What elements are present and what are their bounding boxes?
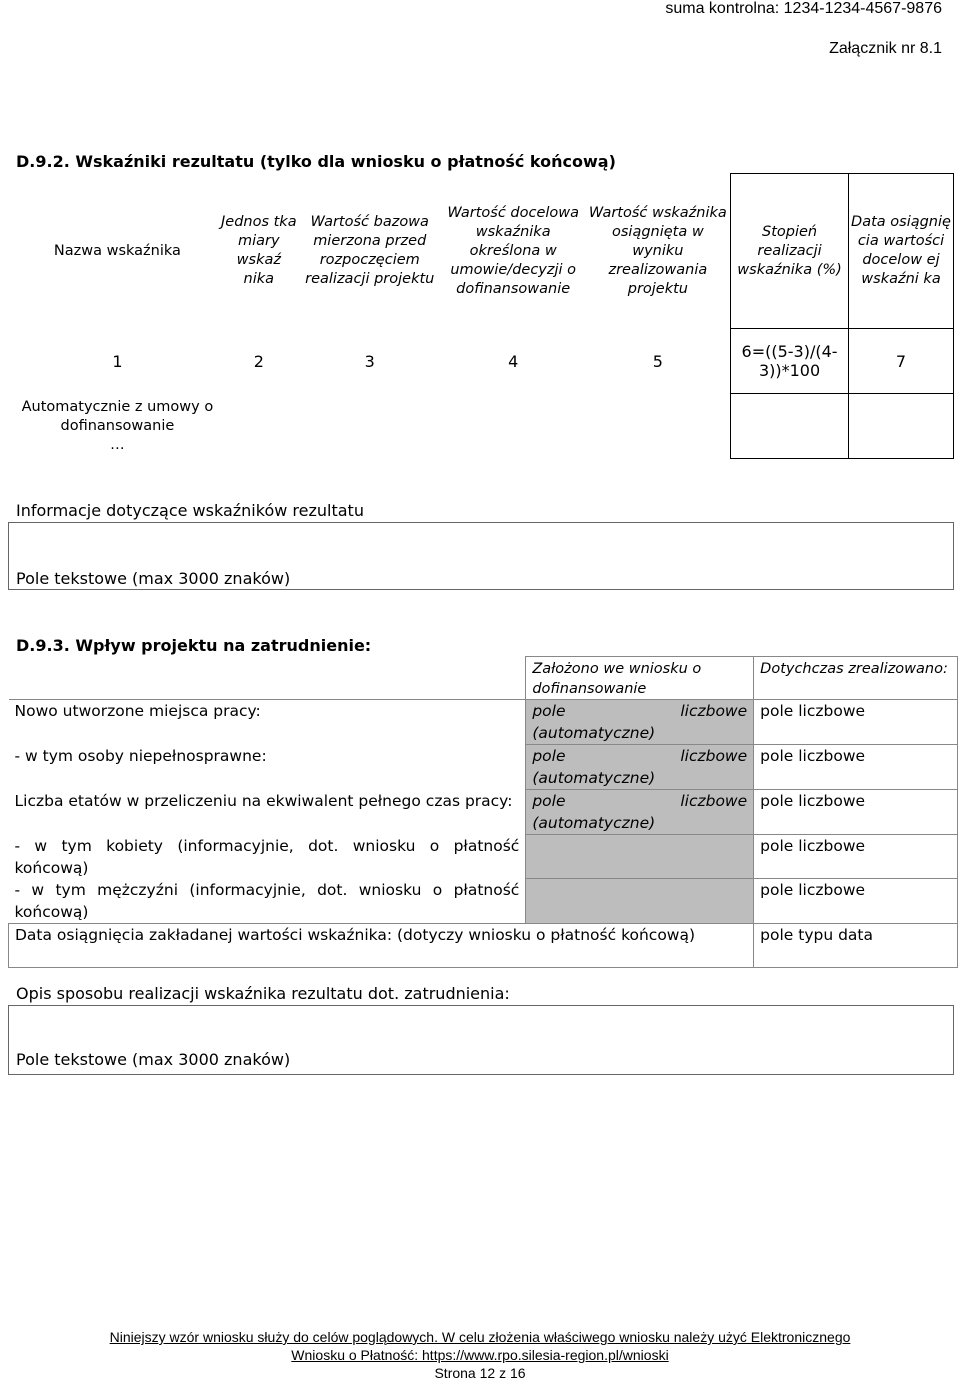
- col-planned: Założono we wniosku o dofinansowanie: [526, 657, 754, 700]
- col-date: Data osiągnię cia wartości docelow ej wskaźni ka: [849, 174, 954, 329]
- result-indicators-table: [16, 173, 954, 459]
- field-hint: Pole tekstowe (max 3000 znaków): [16, 1050, 291, 1069]
- date-cell: [849, 394, 954, 459]
- section-title-result-indicators: D.9.2. Wskaźniki rezultatu (tylko dla wniosku o płatność końcową): [16, 152, 616, 171]
- row-label-disabled: - w tym osoby niepełnosprawne:: [14, 746, 267, 765]
- footer: [0, 1328, 960, 1382]
- col-number-3: 3: [364, 351, 375, 371]
- footer-disclaimer: Niniejszy wzór wniosku służy do celów poglądowych. W celu złożenia właściwego wniosku należy użyć Elektronicznego: [109, 1329, 851, 1345]
- planned-men: [526, 879, 754, 924]
- planned-fte: pole liczbowe (automatyczne): [526, 790, 754, 835]
- info-label-employment: Opis sposobu realizacji wskaźnika rezultatu dot. zatrudnienia:: [16, 984, 510, 1003]
- completion-cell: [731, 394, 849, 459]
- col-number-4: 4: [508, 351, 519, 371]
- checksum: suma kontrolna: 1234-1234-4567-9876: [665, 0, 942, 17]
- indicator-row-note: Automatycznie z umowy o dofinansowanie …: [21, 398, 214, 453]
- col-baseline: Wartość bazowa mierzona przed rozpoczęciem realizacji projektu: [305, 214, 435, 287]
- col-indicator-name: Nazwa wskaźnika: [53, 242, 181, 259]
- footer-link[interactable]: Wniosku o Płatność: https://www.rpo.silesia-region.pl/wnioski: [291, 1347, 669, 1363]
- text-field-result-info[interactable]: [8, 522, 954, 590]
- done-men[interactable]: pole liczbowe: [754, 879, 958, 924]
- done-new-jobs[interactable]: pole liczbowe: [754, 700, 958, 745]
- text-field-employment-info[interactable]: [8, 1005, 954, 1075]
- col-number-6: 6=((5-3)/(4-3))*100: [731, 329, 849, 394]
- col-completion: Stopień realizacji wskaźnika (%): [731, 174, 849, 329]
- planned-disabled: pole liczbowe (automatyczne): [526, 745, 754, 790]
- field-hint: Pole tekstowe (max 3000 znaków): [16, 569, 291, 588]
- col-number-2: 2: [253, 351, 264, 371]
- col-achieved: Wartość wskaźnika osiągnięta w wyniku zrealizowania projektu: [588, 204, 727, 297]
- row-label-fte: Liczba etatów w przeliczeniu na ekwiwalent pełnego czas pracy:: [14, 791, 513, 810]
- col-target: Wartość docelowa wskaźnika określona w umowie/decyzji o dofinansowanie: [447, 204, 580, 297]
- planned-new-jobs: pole liczbowe (automatyczne): [526, 700, 754, 745]
- row-ellipsis: …: [110, 436, 125, 453]
- page-number: Strona 12 z 16: [434, 1365, 526, 1381]
- col-done: Dotychczas zrealizowano:: [754, 657, 958, 700]
- col-unit: Jednos tka miary wskaź nika: [221, 214, 297, 287]
- done-disabled[interactable]: pole liczbowe: [754, 745, 958, 790]
- section-title-employment: D.9.3. Wpływ projektu na zatrudnienie:: [16, 636, 372, 655]
- attachment-number: Załącznik nr 8.1: [829, 40, 942, 57]
- done-fte[interactable]: pole liczbowe: [754, 790, 958, 835]
- col-number-5: 5: [652, 351, 663, 371]
- row-label-target-date: Data osiągnięcia zakładanej wartości wskaźnika: (dotyczy wniosku o płatność końcową): [9, 923, 754, 967]
- info-label-result: Informacje dotyczące wskaźników rezultatu: [16, 501, 364, 520]
- col-number-1: 1: [112, 351, 123, 371]
- row-label-women: - w tym kobiety (informacyjnie, dot. wniosku o płatność końcową): [14, 836, 520, 877]
- done-women[interactable]: pole liczbowe: [754, 835, 958, 879]
- col-number-7: 7: [849, 329, 954, 394]
- row-label-men: - w tym mężczyźni (informacyjnie, dot. wniosku o płatność końcową): [14, 880, 520, 921]
- employment-table: [8, 656, 958, 968]
- row-label-new-jobs: Nowo utworzone miejsca pracy:: [9, 700, 526, 745]
- planned-women: [526, 835, 754, 879]
- done-target-date[interactable]: pole typu data: [754, 923, 958, 967]
